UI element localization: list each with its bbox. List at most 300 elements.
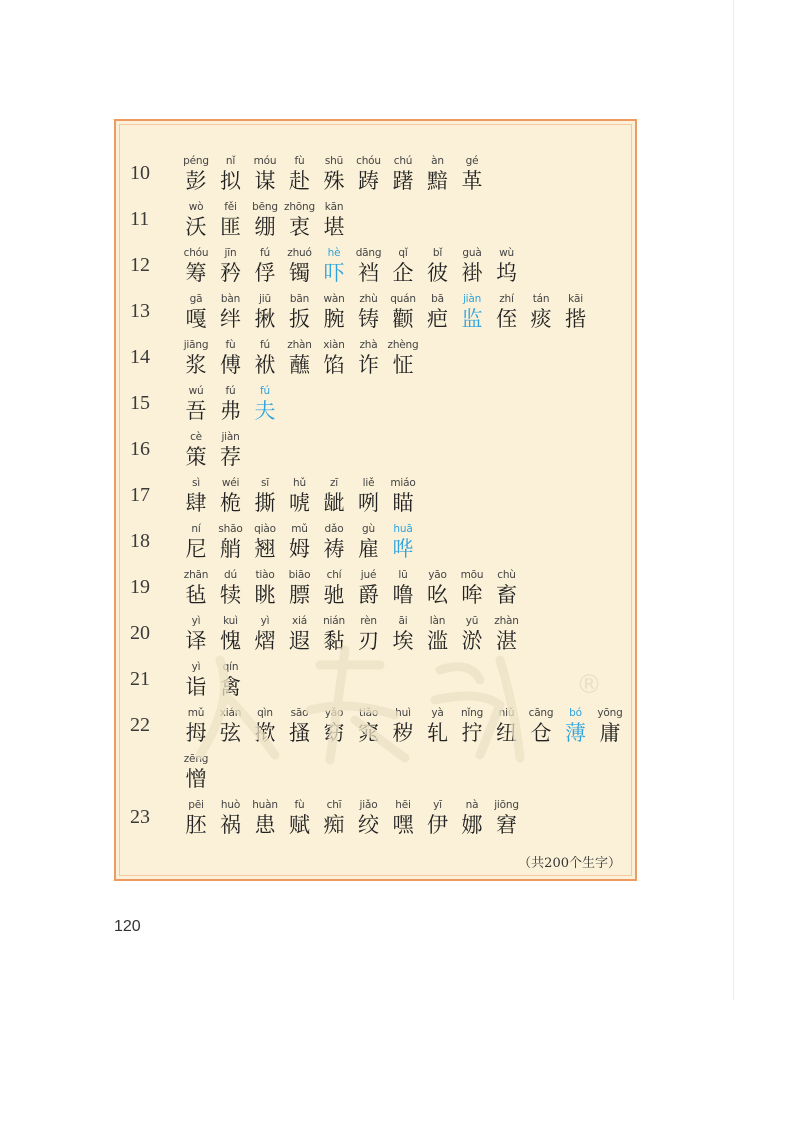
pinyin: dú bbox=[224, 569, 237, 581]
lesson-row bbox=[116, 706, 636, 746]
hanzi: 毡 bbox=[185, 583, 207, 607]
character-list-panel bbox=[114, 119, 637, 881]
character-entry bbox=[385, 246, 421, 286]
character-entry bbox=[247, 706, 283, 746]
hanzi: 轧 bbox=[427, 721, 448, 745]
hanzi: 殊 bbox=[323, 169, 345, 193]
character-entry bbox=[178, 384, 214, 424]
character-entry bbox=[178, 338, 214, 378]
hanzi: 堪 bbox=[323, 215, 345, 239]
pinyin: yū bbox=[465, 615, 479, 627]
character-entry bbox=[385, 338, 421, 378]
character-entry bbox=[489, 246, 525, 286]
hanzi: 监 bbox=[461, 307, 483, 331]
pinyin: mōu bbox=[460, 569, 484, 581]
character-entry bbox=[592, 706, 628, 746]
character-entry bbox=[351, 798, 387, 838]
character-entry bbox=[316, 476, 352, 516]
hanzi: 吆 bbox=[427, 583, 448, 607]
pinyin: kān bbox=[324, 201, 344, 213]
character-entry bbox=[489, 292, 525, 332]
hanzi: 滥 bbox=[427, 629, 448, 653]
character-entry bbox=[420, 706, 456, 746]
pinyin: fěi bbox=[224, 201, 237, 213]
pinyin: wò bbox=[188, 201, 204, 213]
hanzi: 揿 bbox=[254, 721, 276, 745]
pinyin: ní bbox=[191, 523, 201, 535]
pinyin: dǎo bbox=[324, 523, 344, 535]
pinyin: zhuó bbox=[287, 247, 312, 259]
pinyin: wù bbox=[499, 247, 514, 259]
hanzi: 熠 bbox=[254, 629, 276, 653]
pinyin: nián bbox=[323, 615, 345, 627]
hanzi: 策 bbox=[185, 445, 207, 469]
character-entry bbox=[282, 476, 318, 516]
hanzi: 畜 bbox=[496, 583, 517, 607]
character-entry bbox=[178, 292, 214, 332]
hanzi: 瞄 bbox=[392, 491, 414, 515]
hanzi: 荐 bbox=[220, 445, 241, 469]
character-entry bbox=[213, 660, 249, 700]
hanzi: 窕 bbox=[358, 721, 379, 745]
character-entry bbox=[282, 798, 318, 838]
character-entry bbox=[282, 706, 318, 746]
pinyin: fú bbox=[260, 339, 270, 351]
pinyin: mǔ bbox=[187, 707, 205, 719]
hanzi: 唬 bbox=[289, 491, 310, 515]
pinyin: nǐ bbox=[225, 155, 236, 167]
hanzi: 淤 bbox=[461, 629, 483, 653]
pinyin: xiàn bbox=[323, 339, 345, 351]
hanzi: 膘 bbox=[289, 583, 310, 607]
pinyin: rèn bbox=[360, 615, 377, 627]
lesson-row bbox=[116, 476, 636, 516]
pinyin: jīn bbox=[224, 247, 237, 259]
pinyin: cāng bbox=[528, 707, 554, 719]
character-entry bbox=[385, 798, 421, 838]
character-entry bbox=[316, 200, 352, 240]
pinyin: sāo bbox=[290, 707, 309, 719]
character-entry bbox=[385, 476, 421, 516]
character-entry bbox=[247, 476, 283, 516]
character-entry bbox=[213, 614, 249, 654]
hanzi: 拇 bbox=[185, 721, 207, 745]
character-entry bbox=[178, 522, 214, 562]
pinyin: mǔ bbox=[291, 523, 308, 535]
hanzi: 俘 bbox=[254, 261, 276, 285]
character-entry bbox=[213, 798, 249, 838]
character-entry bbox=[420, 614, 456, 654]
character-entry bbox=[454, 614, 490, 654]
hanzi: 哞 bbox=[461, 583, 483, 607]
character-entry bbox=[454, 798, 490, 838]
character-entry bbox=[316, 154, 352, 194]
pinyin: yà bbox=[431, 707, 444, 719]
character-entry bbox=[385, 706, 421, 746]
hanzi: 撕 bbox=[254, 491, 276, 515]
pinyin: fú bbox=[260, 247, 270, 259]
pinyin: bàn bbox=[220, 293, 241, 305]
pinyin: hè bbox=[327, 247, 341, 259]
lesson-number: 15 bbox=[130, 392, 150, 414]
hanzi: 铸 bbox=[358, 307, 379, 331]
pinyin: bā bbox=[431, 293, 444, 305]
character-entry bbox=[178, 660, 214, 700]
character-entry bbox=[178, 568, 214, 608]
hanzi: 弗 bbox=[220, 399, 241, 423]
character-entry bbox=[282, 154, 318, 194]
character-entry bbox=[420, 798, 456, 838]
character-entry bbox=[351, 154, 387, 194]
hanzi: 弦 bbox=[220, 721, 241, 745]
hanzi: 噜 bbox=[392, 583, 414, 607]
hanzi: 筹 bbox=[185, 261, 207, 285]
pinyin: chú bbox=[393, 155, 413, 167]
lesson-row bbox=[116, 292, 636, 332]
lesson-row bbox=[116, 200, 636, 240]
pinyin: yì bbox=[191, 615, 201, 627]
character-entry bbox=[178, 752, 214, 792]
character-entry-highlighted bbox=[454, 292, 490, 332]
character-entry bbox=[282, 522, 318, 562]
hanzi: 黯 bbox=[427, 169, 448, 193]
hanzi: 祷 bbox=[323, 537, 345, 561]
pinyin: xiá bbox=[292, 615, 307, 627]
hanzi: 娜 bbox=[461, 813, 483, 837]
pinyin: chóu bbox=[183, 247, 209, 259]
lesson-row bbox=[116, 752, 636, 792]
character-entry bbox=[351, 246, 387, 286]
hanzi: 薄 bbox=[565, 721, 586, 745]
character-entry-highlighted bbox=[247, 384, 283, 424]
hanzi: 矜 bbox=[220, 261, 241, 285]
pinyin: liě bbox=[362, 477, 375, 489]
character-entry bbox=[247, 200, 283, 240]
hanzi: 吾 bbox=[185, 399, 207, 423]
character-entry bbox=[385, 154, 421, 194]
lesson-row bbox=[116, 798, 636, 838]
pinyin: jiàn bbox=[462, 293, 482, 305]
hanzi: 夫 bbox=[254, 399, 276, 423]
lesson-number: 18 bbox=[130, 530, 150, 552]
pinyin: qìn bbox=[257, 707, 273, 719]
pinyin: fú bbox=[260, 385, 270, 397]
pinyin: zhōng bbox=[284, 201, 315, 213]
hanzi: 谋 bbox=[254, 169, 276, 193]
character-entry bbox=[316, 614, 352, 654]
pinyin: bēng bbox=[252, 201, 278, 213]
hanzi: 绷 bbox=[254, 215, 276, 239]
hanzi: 祸 bbox=[220, 813, 241, 837]
character-entry bbox=[213, 522, 249, 562]
pinyin: gā bbox=[189, 293, 203, 305]
pinyin: shū bbox=[324, 155, 344, 167]
hanzi: 眺 bbox=[254, 583, 276, 607]
lesson-row bbox=[116, 384, 636, 424]
character-entry bbox=[351, 476, 387, 516]
character-entry bbox=[454, 246, 490, 286]
pinyin: móu bbox=[253, 155, 277, 167]
hanzi: 尼 bbox=[185, 537, 207, 561]
character-entry bbox=[247, 568, 283, 608]
character-entry bbox=[213, 476, 249, 516]
character-entry bbox=[178, 154, 214, 194]
pinyin: chù bbox=[497, 569, 516, 581]
hanzi: 镯 bbox=[289, 261, 310, 285]
pinyin: hǔ bbox=[293, 477, 306, 489]
pinyin: guà bbox=[462, 247, 482, 259]
character-entry bbox=[420, 568, 456, 608]
character-entry bbox=[385, 292, 421, 332]
pinyin: jiǎo bbox=[359, 799, 378, 811]
pinyin: tiǎo bbox=[358, 707, 379, 719]
hanzi: 患 bbox=[254, 813, 276, 837]
hanzi: 犊 bbox=[220, 583, 241, 607]
pinyin: wú bbox=[188, 385, 204, 397]
character-entry bbox=[523, 292, 559, 332]
hanzi: 秽 bbox=[392, 721, 414, 745]
hanzi: 赴 bbox=[289, 169, 310, 193]
character-entry bbox=[558, 292, 594, 332]
hanzi: 痴 bbox=[323, 813, 345, 837]
pinyin: huì bbox=[395, 707, 411, 719]
lesson-row bbox=[116, 568, 636, 608]
pinyin: yōng bbox=[597, 707, 623, 719]
character-entry bbox=[316, 706, 352, 746]
character-entry bbox=[282, 568, 318, 608]
character-entry bbox=[282, 246, 318, 286]
pinyin: kuì bbox=[223, 615, 238, 627]
pinyin: hēi bbox=[395, 799, 411, 811]
pinyin: qiào bbox=[254, 523, 276, 535]
character-entry bbox=[247, 154, 283, 194]
character-entry bbox=[454, 154, 490, 194]
character-entry bbox=[247, 246, 283, 286]
character-entry bbox=[247, 798, 283, 838]
pinyin: niǔ bbox=[498, 707, 515, 719]
pinyin: zhàn bbox=[287, 339, 312, 351]
character-entry bbox=[178, 200, 214, 240]
pinyin: zhù bbox=[359, 293, 378, 305]
lesson-row bbox=[116, 660, 636, 700]
character-entry bbox=[351, 568, 387, 608]
character-entry bbox=[213, 200, 249, 240]
pinyin: biāo bbox=[288, 569, 311, 581]
hanzi: 埃 bbox=[392, 629, 414, 653]
pinyin: chóu bbox=[356, 155, 381, 167]
pinyin: huò bbox=[220, 799, 241, 811]
lesson-number: 16 bbox=[130, 438, 150, 460]
hanzi: 企 bbox=[392, 261, 414, 285]
character-entry bbox=[523, 706, 559, 746]
character-entry-highlighted bbox=[558, 706, 594, 746]
pinyin: jiōng bbox=[494, 799, 519, 811]
pinyin: jiàn bbox=[221, 431, 240, 443]
pinyin: zī bbox=[329, 477, 339, 489]
lesson-number: 22 bbox=[130, 714, 150, 736]
character-entry bbox=[316, 798, 352, 838]
lesson-number: 13 bbox=[130, 300, 150, 322]
character-entry bbox=[420, 246, 456, 286]
hanzi: 彼 bbox=[427, 261, 448, 285]
character-entry bbox=[213, 292, 249, 332]
hanzi: 疤 bbox=[427, 307, 448, 331]
character-entry bbox=[178, 614, 214, 654]
hanzi: 胚 bbox=[185, 813, 207, 837]
hanzi: 愧 bbox=[220, 629, 241, 653]
pinyin: bó bbox=[569, 707, 582, 719]
pinyin: shāo bbox=[218, 523, 243, 535]
character-entry bbox=[316, 292, 352, 332]
hanzi: 伊 bbox=[427, 813, 448, 837]
character-entry bbox=[178, 246, 214, 286]
character-entry bbox=[178, 798, 214, 838]
character-entry bbox=[178, 430, 214, 470]
character-entry bbox=[282, 200, 318, 240]
hanzi: 傅 bbox=[220, 353, 241, 377]
pinyin: jiāng bbox=[183, 339, 209, 351]
hanzi: 衷 bbox=[289, 215, 310, 239]
pinyin: sì bbox=[192, 477, 200, 489]
hanzi: 拧 bbox=[461, 721, 483, 745]
hanzi: 姆 bbox=[289, 537, 310, 561]
pinyin: fù bbox=[225, 339, 236, 351]
character-entry bbox=[489, 568, 525, 608]
hanzi: 译 bbox=[185, 629, 207, 653]
total-character-count: （共200个生字） bbox=[518, 856, 621, 871]
character-entry bbox=[282, 614, 318, 654]
character-entry bbox=[213, 246, 249, 286]
hanzi: 吓 bbox=[323, 261, 345, 285]
pinyin: huā bbox=[393, 523, 413, 535]
pinyin: zhān bbox=[183, 569, 209, 581]
pinyin: àn bbox=[431, 155, 444, 167]
hanzi: 爵 bbox=[358, 583, 379, 607]
pinyin: zhèng bbox=[387, 339, 419, 351]
character-entry bbox=[213, 568, 249, 608]
pinyin: zhà bbox=[359, 339, 378, 351]
hanzi: 湛 bbox=[496, 629, 517, 653]
hanzi: 绊 bbox=[220, 307, 241, 331]
pinyin: tiào bbox=[255, 569, 275, 581]
character-entry bbox=[454, 706, 490, 746]
pinyin: làn bbox=[429, 615, 446, 627]
lesson-number: 11 bbox=[130, 208, 150, 230]
hanzi: 仓 bbox=[530, 721, 552, 745]
lesson-row bbox=[116, 430, 636, 470]
hanzi: 侄 bbox=[496, 307, 517, 331]
hanzi: 肆 bbox=[185, 491, 207, 515]
pinyin: xián bbox=[219, 707, 242, 719]
lesson-number: 12 bbox=[130, 254, 150, 276]
pinyin: jiū bbox=[259, 293, 271, 305]
character-entry bbox=[178, 476, 214, 516]
lesson-number: 17 bbox=[130, 484, 150, 506]
pinyin: huàn bbox=[252, 799, 278, 811]
pinyin: tán bbox=[532, 293, 550, 305]
hanzi: 袱 bbox=[254, 353, 276, 377]
character-entry bbox=[316, 568, 352, 608]
hanzi: 蘸 bbox=[289, 353, 310, 377]
pinyin: yì bbox=[191, 661, 201, 673]
character-entry bbox=[454, 568, 490, 608]
character-entry bbox=[489, 614, 525, 654]
hanzi: 遐 bbox=[289, 629, 310, 653]
character-entry bbox=[351, 338, 387, 378]
lesson-number: 21 bbox=[130, 668, 150, 690]
pinyin: āi bbox=[398, 615, 408, 627]
lesson-number: 14 bbox=[130, 346, 150, 368]
hanzi: 诣 bbox=[185, 675, 207, 699]
hanzi: 沃 bbox=[185, 215, 207, 239]
page-number: 120 bbox=[114, 918, 141, 935]
pinyin: dāng bbox=[355, 247, 382, 259]
pinyin: gé bbox=[465, 155, 479, 167]
hanzi: 嘎 bbox=[185, 307, 207, 331]
pinyin: bān bbox=[289, 293, 310, 305]
character-entry bbox=[351, 614, 387, 654]
pinyin: kāi bbox=[568, 293, 583, 305]
hanzi: 嘿 bbox=[392, 813, 414, 837]
pinyin: zhàn bbox=[494, 615, 519, 627]
hanzi: 褂 bbox=[461, 261, 483, 285]
character-entry bbox=[247, 338, 283, 378]
hanzi: 咧 bbox=[358, 491, 379, 515]
hanzi: 颧 bbox=[392, 307, 414, 331]
character-entry bbox=[213, 384, 249, 424]
character-entry bbox=[316, 338, 352, 378]
hanzi: 桅 bbox=[220, 491, 241, 515]
hanzi: 绞 bbox=[358, 813, 379, 837]
hanzi: 革 bbox=[461, 169, 483, 193]
pinyin: pēi bbox=[188, 799, 204, 811]
character-entry bbox=[213, 154, 249, 194]
hanzi: 痰 bbox=[530, 307, 552, 331]
pinyin: quán bbox=[390, 293, 416, 305]
pinyin: péng bbox=[183, 155, 209, 167]
pinyin: fú bbox=[225, 385, 236, 397]
hanzi: 哗 bbox=[392, 537, 414, 561]
character-entry bbox=[213, 430, 249, 470]
hanzi: 雇 bbox=[358, 537, 379, 561]
lesson-number: 19 bbox=[130, 576, 150, 598]
lesson-row bbox=[116, 246, 636, 286]
pinyin: chī bbox=[326, 799, 342, 811]
character-entry bbox=[282, 292, 318, 332]
hanzi: 腕 bbox=[323, 307, 345, 331]
pinyin: qín bbox=[222, 661, 239, 673]
pinyin: lū bbox=[398, 569, 408, 581]
character-entry bbox=[420, 154, 456, 194]
hanzi: 坞 bbox=[496, 261, 517, 285]
pinyin: bǐ bbox=[432, 247, 443, 259]
hanzi: 禽 bbox=[220, 675, 241, 699]
character-entry bbox=[420, 292, 456, 332]
hanzi: 诈 bbox=[358, 353, 379, 377]
hanzi: 躇 bbox=[392, 169, 414, 193]
pinyin: fù bbox=[294, 155, 305, 167]
hanzi: 憎 bbox=[185, 767, 207, 791]
pinyin: sī bbox=[261, 477, 269, 489]
lesson-row bbox=[116, 614, 636, 654]
character-entry bbox=[489, 798, 525, 838]
character-entry bbox=[385, 568, 421, 608]
character-entry bbox=[351, 292, 387, 332]
character-entry bbox=[385, 614, 421, 654]
hanzi: 拟 bbox=[220, 169, 241, 193]
page-edge-line bbox=[733, 0, 734, 1000]
hanzi: 窘 bbox=[496, 813, 517, 837]
